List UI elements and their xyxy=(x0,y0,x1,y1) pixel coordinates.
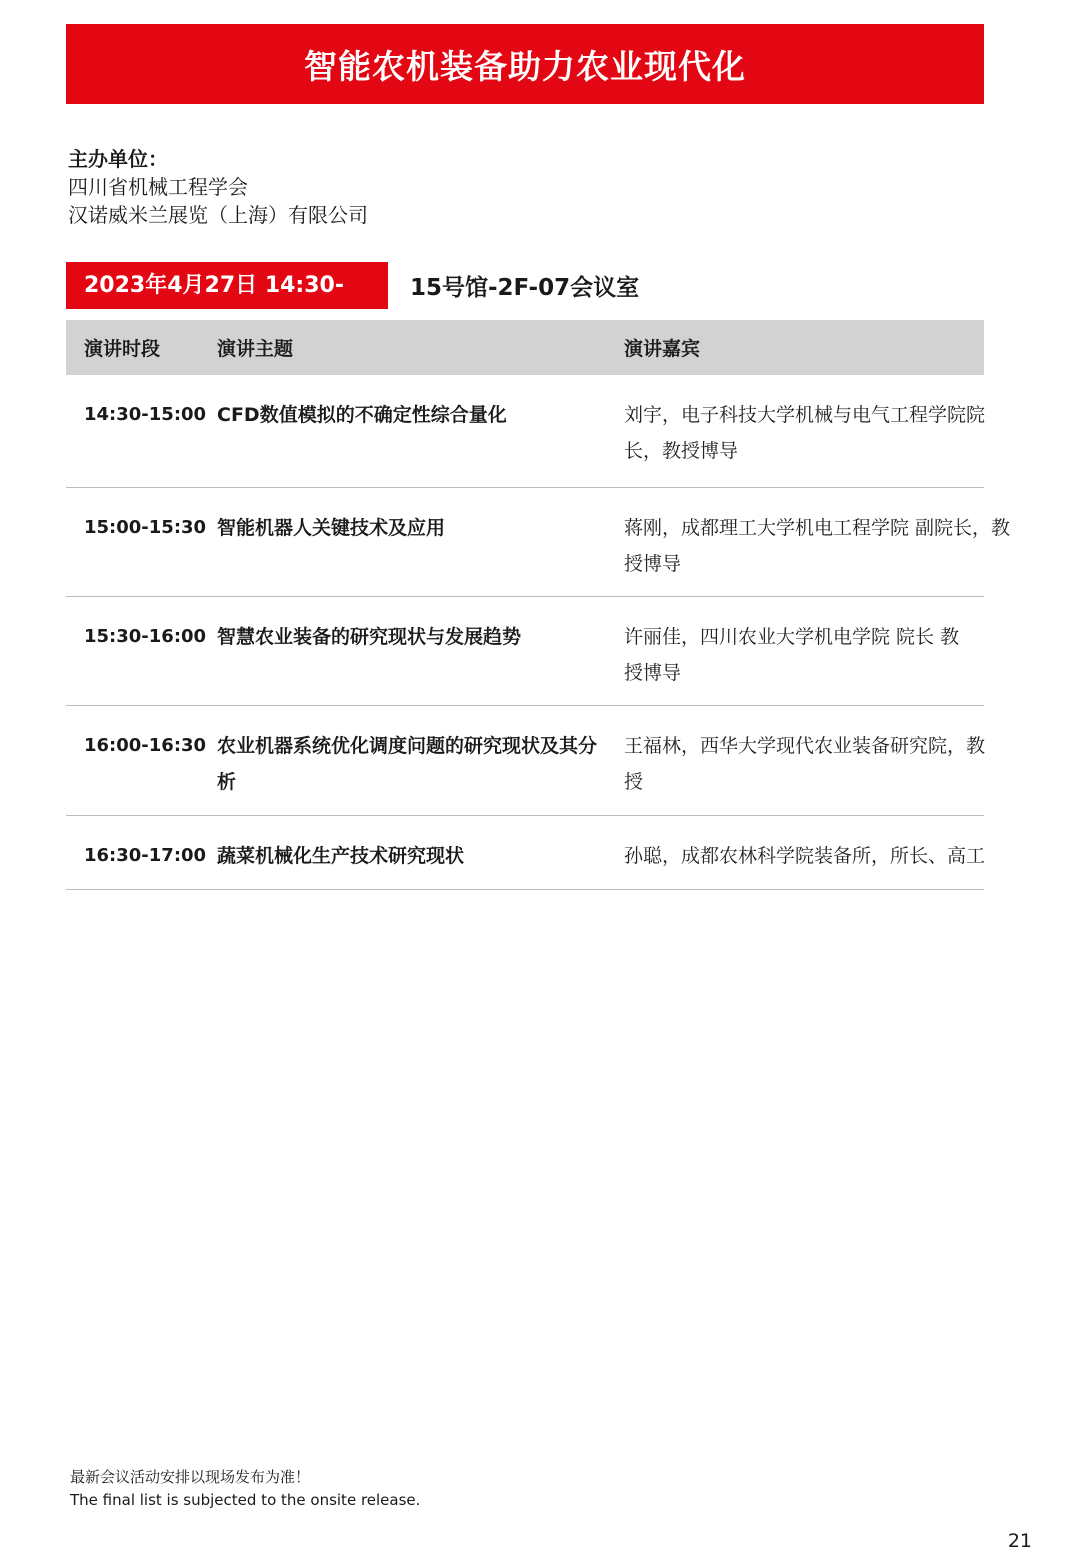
row-topic: 蔬菜机械化生产技术研究现状 xyxy=(217,845,465,867)
row-topic: 智慧农业装备的研究现状与发展趋势 xyxy=(217,626,522,648)
page-title: 智能农机装备助力农业现代化 xyxy=(66,24,984,104)
row-topic: CFD数值模拟的不确定性综合量化 xyxy=(217,404,507,426)
row-time: 16:00-16:30 xyxy=(84,735,207,756)
footer-note-cn: 最新会议活动安排以现场发布为准！ xyxy=(70,1468,311,1486)
session-datetime-badge: 2023年4月27日 14:30- xyxy=(66,262,388,309)
page-number: 21 xyxy=(1007,1530,1032,1552)
organizer-line-1: 四川省机械工程学会 xyxy=(68,175,248,199)
table-row xyxy=(66,597,984,706)
row-speaker: 蒋刚，成都理工大学机电工程学院 副院长，教授博导 xyxy=(624,517,1011,575)
row-topic: 智能机器人关键技术及应用 xyxy=(217,517,446,539)
header-speaker: 演讲嘉宾 xyxy=(624,338,701,360)
agenda-table xyxy=(66,320,1011,890)
organizer-label: 主办单位： xyxy=(68,147,168,171)
table-header xyxy=(66,320,984,375)
row-time: 14:30-15:00 xyxy=(84,404,207,425)
table-row xyxy=(66,375,984,488)
session-venue: 15号馆-2F-07会议室 xyxy=(410,275,640,301)
row-speaker: 刘宇，电子科技大学机械与电气工程学院院长，教授博导 xyxy=(624,404,986,462)
table-row xyxy=(66,706,984,816)
organizer-block xyxy=(68,145,368,229)
row-speaker: 孙聪，成都农林科学院装备所，所长、高工 xyxy=(624,845,986,867)
organizer-line-2: 汉诺威米兰展览（上海）有限公司 xyxy=(68,203,368,227)
row-time: 15:30-16:00 xyxy=(84,626,207,647)
footer-note xyxy=(70,1466,420,1512)
row-time: 16:30-17:00 xyxy=(84,845,207,866)
row-topic: 农业机器系统优化调度问题的研究现状及其分析 xyxy=(217,735,598,793)
footer-note-en: The final list is subjected to the onsite release. xyxy=(70,1491,421,1509)
row-speaker: 许丽佳，四川农业大学机电学院 院长 教授博导 xyxy=(624,626,960,684)
header-time: 演讲时段 xyxy=(84,338,161,360)
header-topic: 演讲主题 xyxy=(217,338,294,360)
session-info xyxy=(66,262,639,309)
table-row xyxy=(66,816,984,890)
table-row xyxy=(66,488,1011,597)
row-speaker: 王福林，西华大学现代农业装备研究院，教授 xyxy=(624,735,986,793)
row-time: 15:00-15:30 xyxy=(84,517,207,538)
